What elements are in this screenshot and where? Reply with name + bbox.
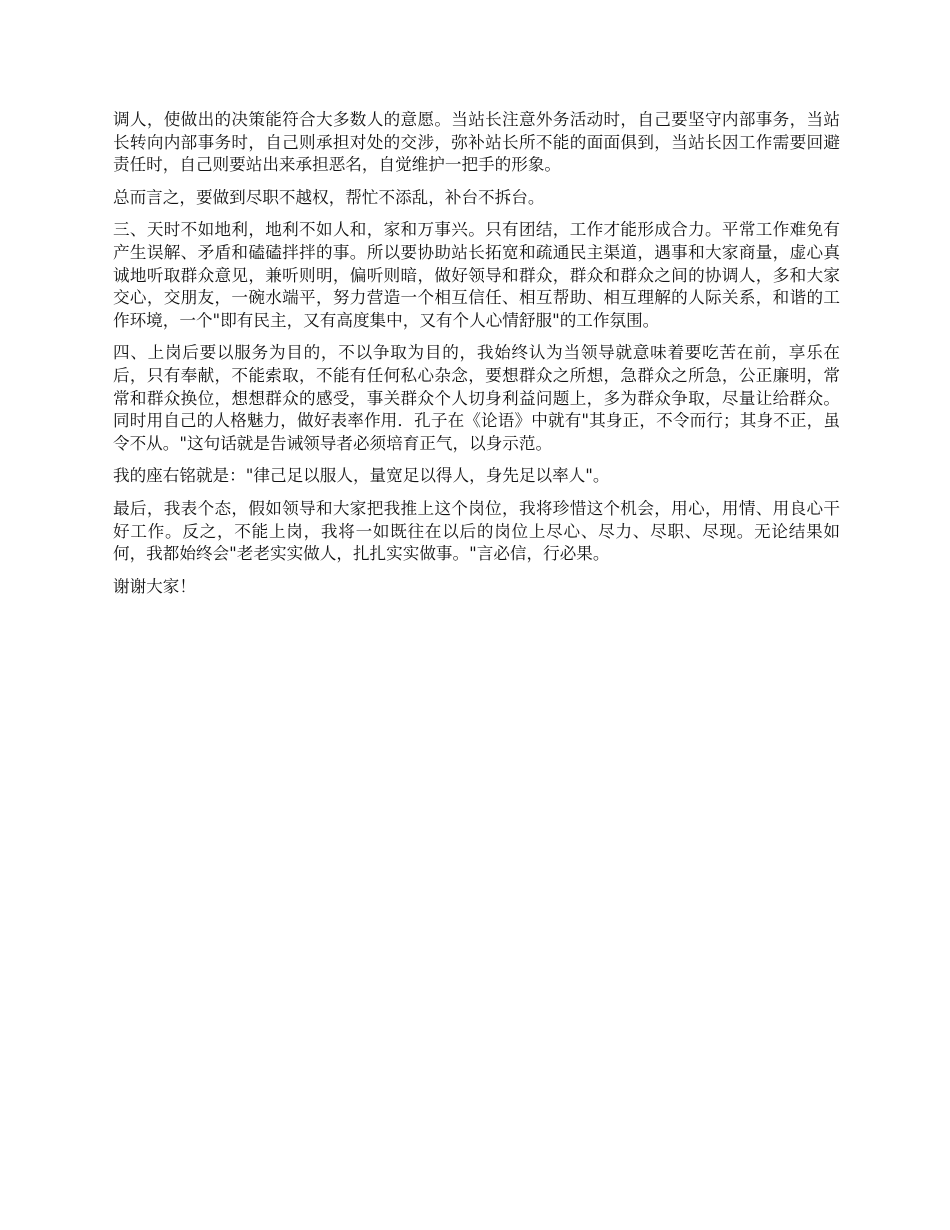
- paragraph-1: 调人，使做出的决策能符合大多数人的意愿。当站长注意外务活动时，自己要坚守内部事务，当站长转向内部事务时，自己则承担对处的交涉，弥补站长所不能的面面俱到，当站长因工作需要回避责任时，自己则要站出来承担恶名，自觉维护一把手的形象。: [113, 110, 840, 175]
- paragraph-3: 三、天时不如地利，地利不如人和，家和万事兴。只有团结，工作才能形成合力。平常工作难免有产生误解、矛盾和磕磕拌拌的事。所以要协助站长拓宽和疏通民主渠道，遇事和大家商量，虚心真诚地听取群众意见，兼听则明，偏听则暗，做好领导和群众，群众和群众之间的协调人，多和大家交心，交朋友，一碗水端平，努力营造一个相互信任、相互帮助、相互理解的人际关系，和谐的工作环境，一个"即有民主，又有高度集中，又有个人心情舒服"的工作氛围。: [113, 220, 840, 330]
- paragraph-4: 四、上岗后要以服务为目的，不以争取为目的，我始终认为当领导就意味着要吃苦在前，享乐在后，只有奉献，不能索取，不能有任何私心杂念，要想群众之所想，急群众之所急，公正廉明，常常和群众换位，想想群众的感受，事关群众个人切身利益问题上，多为群众争取，尽量让给群众。同时用自己的人格魅力，做好表率作用．孔子在《论语》中就有"其身正，不令而行；其身不正，虽令不从。"这句话就是告诫领导者必须培育正气，以身示范。: [113, 343, 840, 453]
- document-page: [113, 109, 840, 608]
- paragraph-5: 我的座右铭就是："律己足以服人，量宽足以得人，身先足以率人"。: [113, 466, 610, 486]
- paragraph-7: 谢谢大家！: [113, 576, 196, 596]
- paragraph-2: 总而言之，要做到尽职不越权，帮忙不添乱，补台不拆台。: [113, 187, 545, 207]
- paragraph-6: 最后，我表个态，假如领导和大家把我推上这个岗位，我将珍惜这个机会，用心，用情、用良心干好工作。反之，不能上岗，我将一如既往在以后的岗位上尽心、尽力、尽职、尽现。无论结果如何，我都始终会"老老实实做人，扎扎实实做事。"言必信，行必果。: [113, 498, 840, 564]
